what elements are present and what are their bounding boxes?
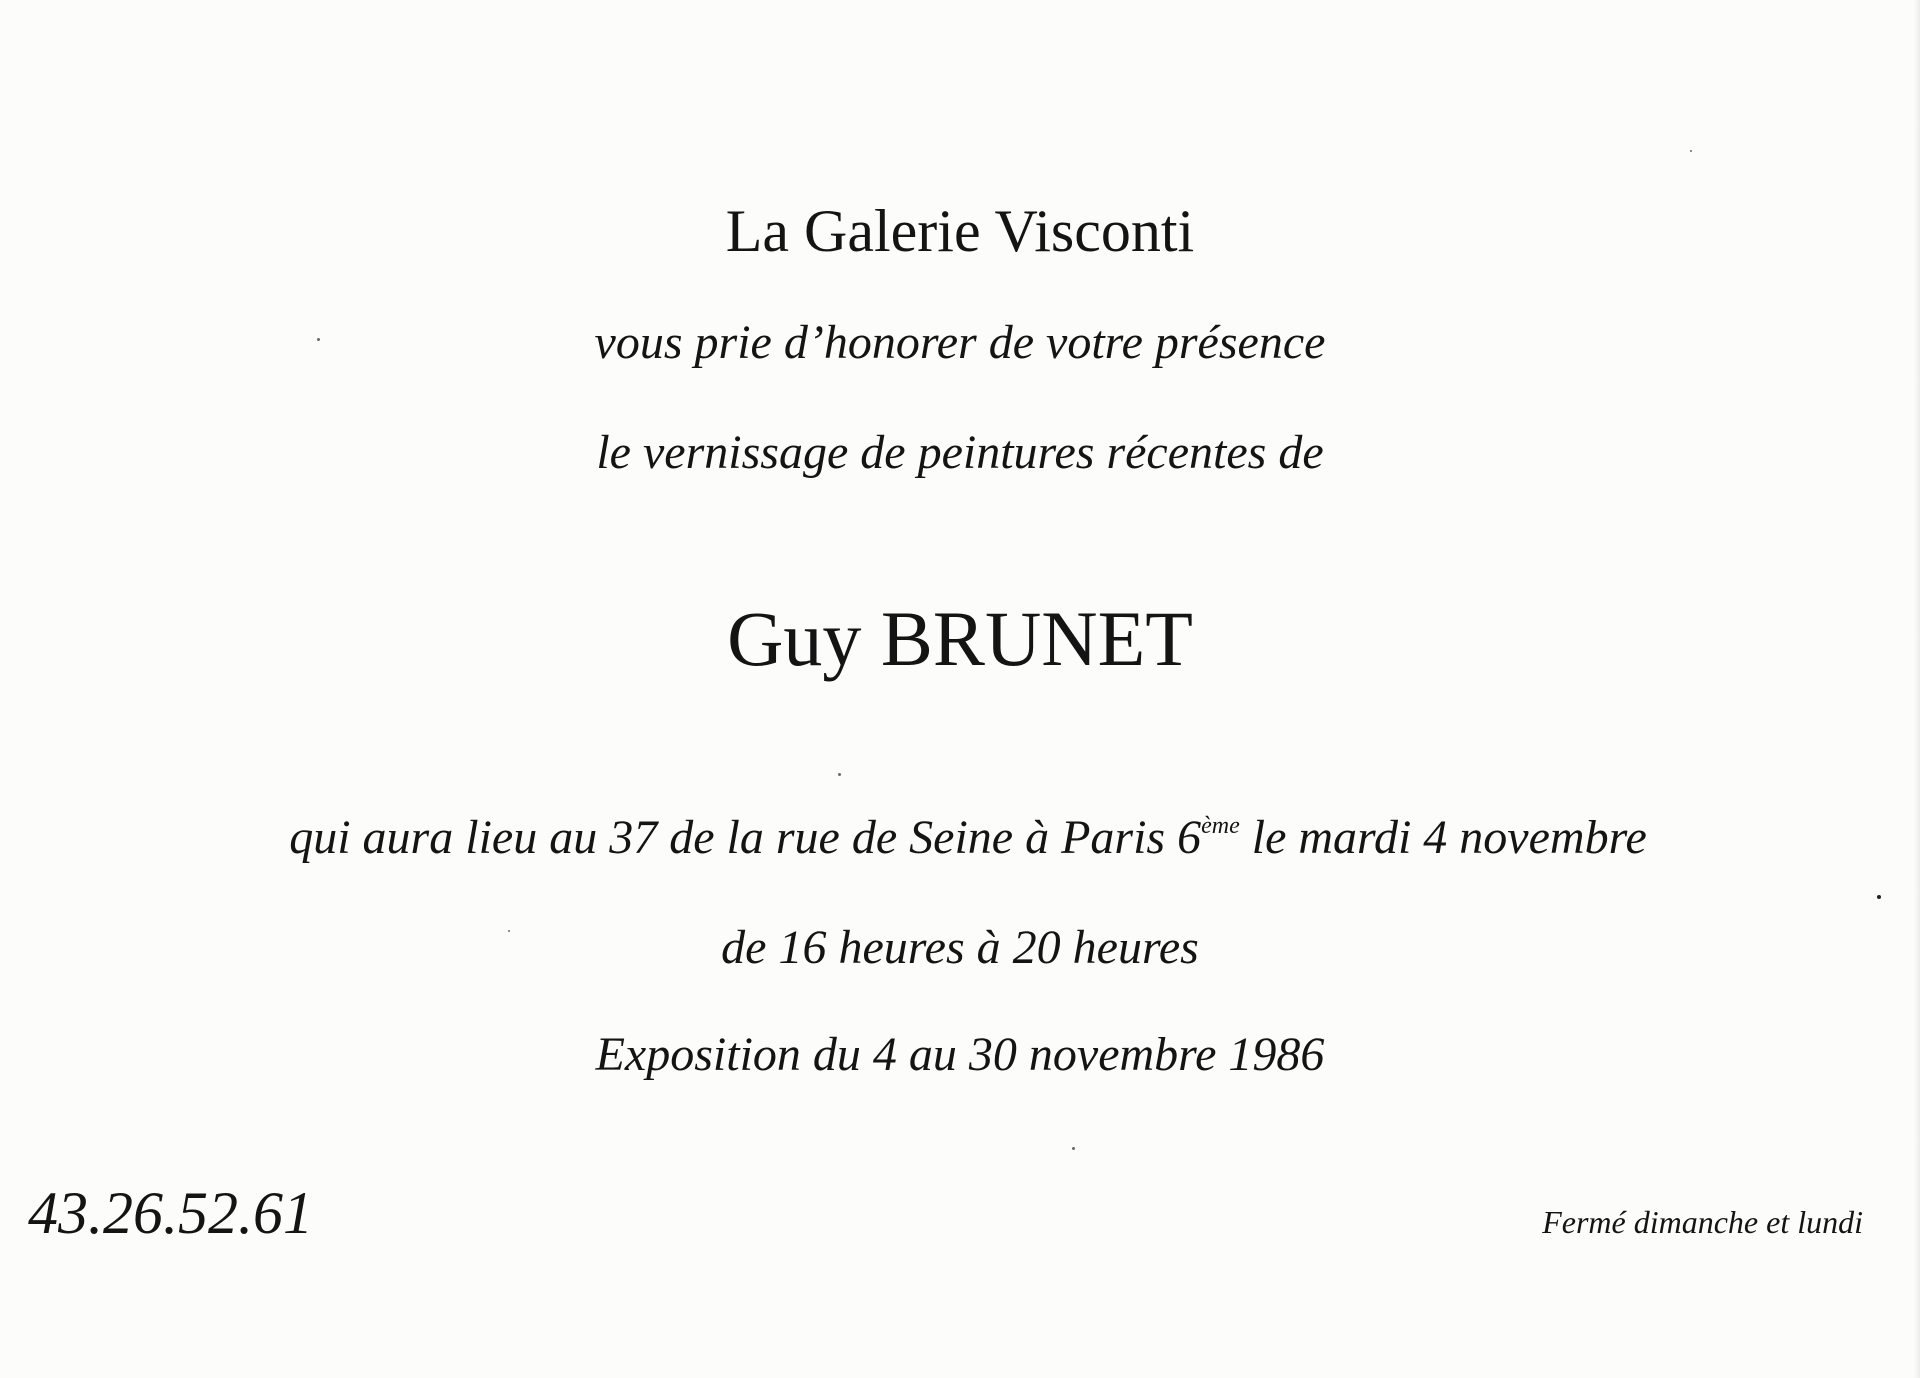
exhibition-dates: Exposition du 4 au 30 novembre 1986 [595,1028,1325,1081]
paper-speck [1072,1147,1075,1150]
paper-speck [317,338,320,341]
venue-superscript: ème [1201,813,1240,839]
phone-number: 43.26.52.61 [28,1180,313,1246]
vernissage-line: le vernissage de peintures récentes de [596,426,1324,479]
paper-speck [1877,895,1881,899]
closed-days-note: Fermé dimanche et lundi [1542,1204,1863,1240]
invite-line: vous prie d’honorer de votre présence [594,316,1326,369]
venue-date: le mardi 4 novembre [1239,811,1647,864]
paper-speck [838,773,841,776]
gallery-name: La Galerie Visconti [725,198,1195,264]
paper-edge-shadow [1914,0,1920,1378]
venue-text: qui aura lieu au 37 de la rue de Seine à Paris 6 [289,811,1202,864]
paper-speck [1690,150,1692,152]
hours-line: de 16 heures à 20 heures [721,921,1199,974]
venue-line [8,808,1920,868]
paper-speck [508,930,510,932]
artist-name: Guy BRUNET [727,595,1193,682]
